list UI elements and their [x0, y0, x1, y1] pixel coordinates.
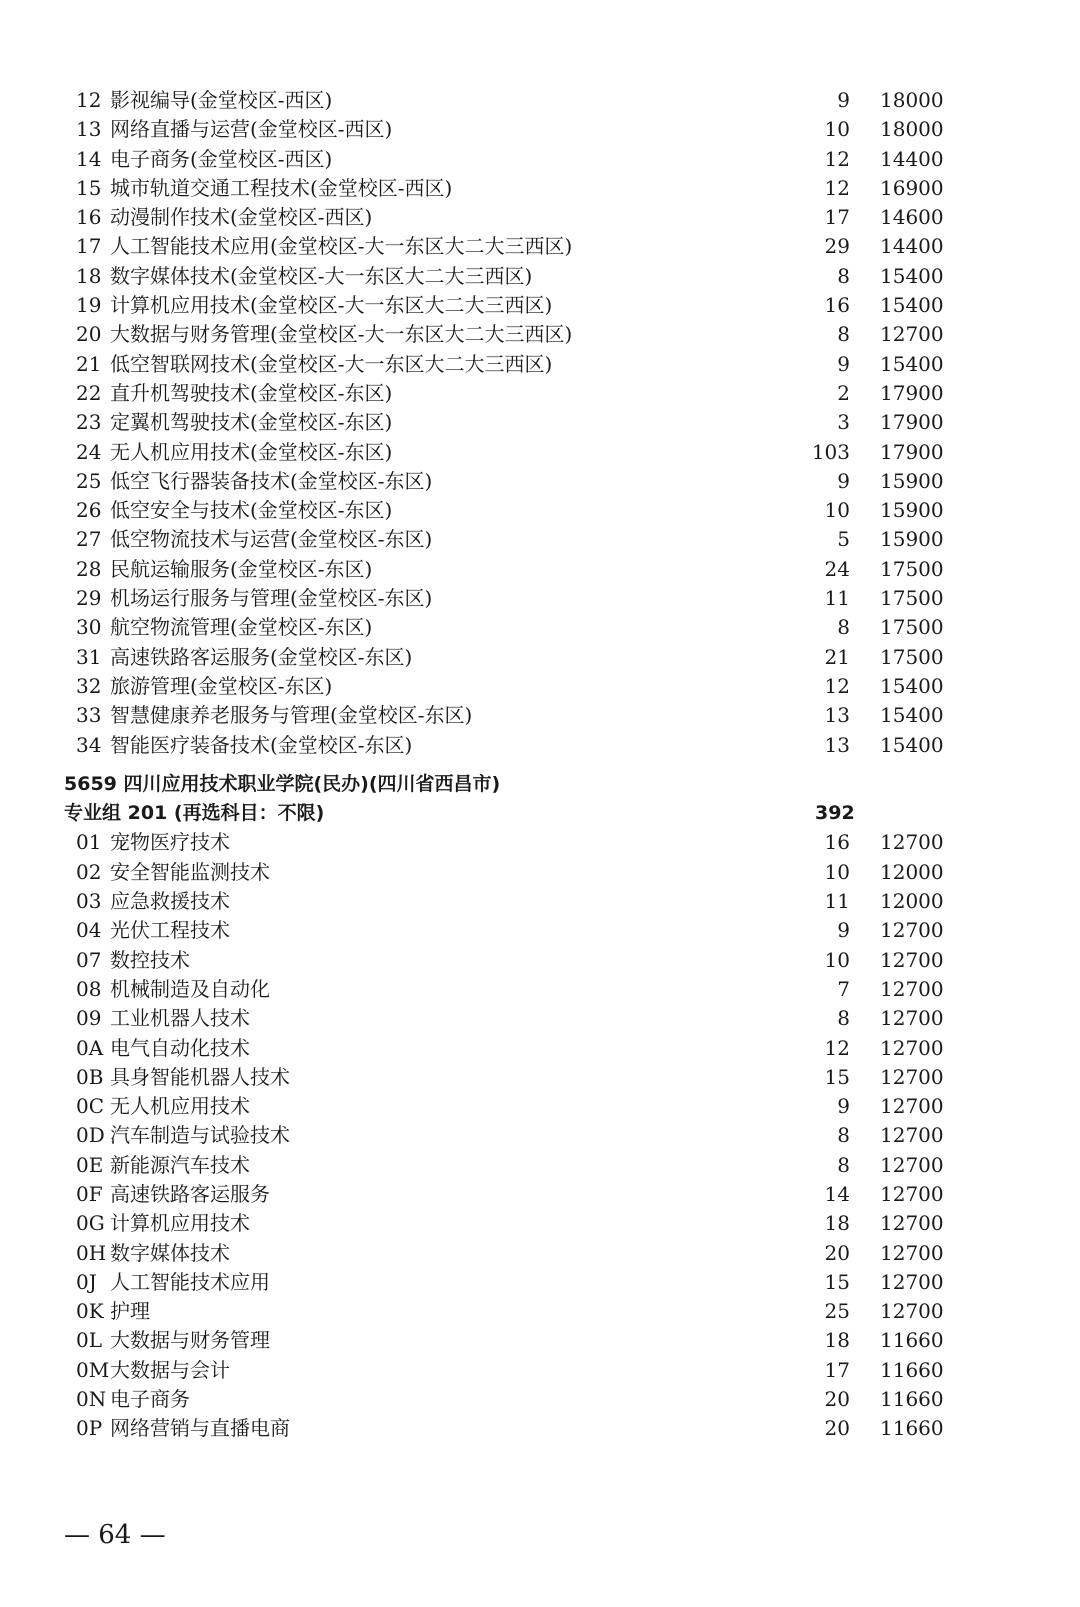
major-code: 24 [76, 439, 102, 464]
major-name: 数控技术 [110, 947, 190, 972]
major-name: 高速铁路客运服务 [110, 1181, 270, 1206]
major-name: 影视编导(金堂校区-西区) [110, 88, 333, 112]
major-name: 民航运输服务(金堂校区-东区) [110, 556, 373, 581]
plan-count: 15 [824, 1064, 850, 1089]
tuition-fee: 15400 [880, 351, 944, 376]
major-name: 城市轨道交通工程技术(金堂校区-西区) [110, 175, 453, 200]
table-row [0, 291, 1080, 320]
major-code: 14 [76, 146, 102, 171]
tuition-fee: 12700 [880, 1064, 944, 1089]
major-code: 0C [76, 1094, 105, 1119]
table-row [0, 1034, 1080, 1063]
group-plan-total: 392 [815, 802, 855, 825]
major-code: 26 [76, 498, 102, 523]
plan-count: 103 [811, 439, 850, 464]
tuition-fee: 12000 [880, 859, 944, 884]
major-name: 人工智能技术应用(金堂校区-大一东区大二大三西区) [110, 234, 573, 259]
tuition-fee: 18000 [880, 117, 944, 142]
table-row [0, 858, 1080, 887]
major-name: 具身智能机器人技术 [110, 1064, 290, 1089]
table-row [0, 975, 1080, 1004]
plan-count: 29 [824, 234, 850, 259]
major-code: 09 [76, 1006, 102, 1031]
plan-count: 9 [837, 918, 850, 943]
tuition-fee: 12700 [880, 1269, 944, 1294]
tuition-fee: 15400 [880, 263, 944, 288]
plan-count: 8 [837, 1006, 850, 1031]
major-name: 网络直播与运营(金堂校区-西区) [110, 117, 393, 142]
plan-count: 2 [837, 380, 850, 405]
major-name: 电子商务(金堂校区-西区) [110, 146, 333, 171]
plan-count: 12 [824, 175, 850, 200]
tuition-fee: 15400 [880, 673, 944, 698]
tuition-fee: 18000 [880, 88, 944, 112]
major-code: 0B [76, 1064, 104, 1089]
plan-count: 5 [837, 527, 850, 552]
major-name: 安全智能监测技术 [110, 859, 270, 884]
table-row [0, 467, 1080, 496]
table-row [0, 613, 1080, 642]
major-code: 0L [76, 1328, 103, 1353]
major-code: 18 [76, 263, 102, 288]
major-code: 0G [76, 1211, 105, 1236]
table-row [0, 115, 1080, 144]
tuition-fee: 12700 [880, 1123, 944, 1148]
tuition-fee: 11660 [880, 1387, 944, 1412]
tuition-fee: 12700 [880, 1299, 944, 1324]
major-name: 护理 [110, 1299, 150, 1324]
tuition-fee: 15900 [880, 527, 944, 552]
major-code: 0H [76, 1240, 107, 1265]
table-row [0, 701, 1080, 730]
plan-count: 10 [824, 498, 850, 523]
plan-count: 13 [824, 732, 850, 757]
table-row [0, 1151, 1080, 1180]
major-name: 宠物医疗技术 [110, 830, 230, 855]
school-title: 5659 四川应用技术职业学院(民办)(四川省西昌市) [64, 772, 501, 795]
table-row [0, 350, 1080, 379]
plan-count: 12 [824, 1035, 850, 1060]
major-name: 定翼机驾驶技术(金堂校区-东区) [110, 410, 393, 435]
major-code: 0M [76, 1357, 110, 1382]
table-row [0, 525, 1080, 554]
major-name: 大数据与会计 [110, 1357, 230, 1382]
table-row [0, 887, 1080, 916]
plan-count: 20 [824, 1387, 850, 1412]
page-number: — 64 — [64, 1520, 166, 1550]
major-name: 汽车制造与试验技术 [110, 1123, 290, 1148]
table-row [0, 379, 1080, 408]
table-row [0, 1326, 1080, 1355]
table-row [0, 555, 1080, 584]
major-code: 03 [76, 889, 102, 914]
major-name: 人工智能技术应用 [110, 1269, 270, 1294]
table-row [0, 1063, 1080, 1092]
major-code: 04 [76, 918, 102, 943]
tuition-fee: 15400 [880, 732, 944, 757]
table-row [0, 1121, 1080, 1150]
table-row [0, 1268, 1080, 1297]
plan-count: 10 [824, 117, 850, 142]
major-name: 大数据与财务管理 [110, 1328, 270, 1353]
table-row [0, 408, 1080, 437]
major-code: 22 [76, 380, 102, 405]
table-row [0, 1239, 1080, 1268]
plan-count: 9 [837, 351, 850, 376]
tuition-fee: 12700 [880, 1240, 944, 1265]
table-row [0, 1004, 1080, 1033]
table-row [0, 643, 1080, 672]
major-name: 低空智联网技术(金堂校区-大一东区大二大三西区) [110, 351, 553, 376]
group-title: 专业组 201 (再选科目：不限) [64, 802, 325, 825]
tuition-fee: 11660 [880, 1416, 944, 1441]
major-name: 无人机应用技术(金堂校区-东区) [110, 439, 393, 464]
plan-count: 9 [837, 468, 850, 493]
major-name: 直升机驾驶技术(金堂校区-东区) [110, 380, 393, 405]
tuition-fee: 12700 [880, 947, 944, 972]
major-name: 工业机器人技术 [110, 1006, 250, 1031]
major-code: 16 [76, 205, 102, 230]
plan-count: 9 [837, 88, 850, 112]
major-name: 计算机应用技术(金堂校区-大一东区大二大三西区) [110, 293, 553, 318]
tuition-fee: 15400 [880, 293, 944, 318]
major-code: 13 [76, 117, 102, 142]
tuition-fee: 15400 [880, 703, 944, 728]
plan-count: 18 [824, 1328, 850, 1353]
major-name: 网络营销与直播电商 [110, 1416, 290, 1441]
major-name: 航空物流管理(金堂校区-东区) [110, 615, 373, 640]
major-name: 电气自动化技术 [110, 1035, 250, 1060]
major-name: 旅游管理(金堂校区-东区) [110, 673, 333, 698]
tuition-fee: 15900 [880, 468, 944, 493]
plan-count: 8 [837, 322, 850, 347]
table-row [0, 916, 1080, 945]
major-name: 电子商务 [110, 1387, 190, 1412]
major-code: 0A [76, 1035, 104, 1060]
tuition-fee: 12700 [880, 1035, 944, 1060]
major-code: 0N [76, 1387, 107, 1412]
tuition-fee: 12700 [880, 1094, 944, 1119]
major-code: 29 [76, 586, 102, 611]
plan-count: 12 [824, 673, 850, 698]
enrollment-table [0, 86, 1080, 1444]
major-name: 光伏工程技术 [110, 918, 230, 943]
major-code: 34 [76, 732, 102, 757]
major-code: 12 [76, 88, 102, 112]
major-code: 23 [76, 410, 102, 435]
table-row [0, 262, 1080, 291]
table-row [0, 1356, 1080, 1385]
tuition-fee: 12700 [880, 830, 944, 855]
table-row [0, 1414, 1080, 1443]
major-code: 0E [76, 1152, 104, 1177]
plan-count: 24 [824, 556, 850, 581]
tuition-fee: 11660 [880, 1357, 944, 1382]
plan-count: 16 [824, 830, 850, 855]
tuition-fee: 17900 [880, 410, 944, 435]
major-list-continued [0, 86, 1080, 760]
plan-count: 10 [824, 859, 850, 884]
plan-count: 12 [824, 146, 850, 171]
major-code: 0F [76, 1181, 103, 1206]
tuition-fee: 14400 [880, 146, 944, 171]
table-row [0, 174, 1080, 203]
table-row [0, 1297, 1080, 1326]
plan-count: 10 [824, 947, 850, 972]
major-name: 应急救援技术 [110, 889, 230, 914]
tuition-fee: 12700 [880, 322, 944, 347]
major-name: 机场运行服务与管理(金堂校区-东区) [110, 586, 433, 611]
table-row [0, 496, 1080, 525]
plan-count: 17 [824, 1357, 850, 1382]
table-row [0, 1385, 1080, 1414]
plan-count: 9 [837, 1094, 850, 1119]
table-row [0, 1092, 1080, 1121]
plan-count: 15 [824, 1269, 850, 1294]
major-code: 17 [76, 234, 102, 259]
plan-count: 3 [837, 410, 850, 435]
table-row [0, 320, 1080, 349]
tuition-fee: 15900 [880, 498, 944, 523]
tuition-fee: 17500 [880, 644, 944, 669]
major-group-header [0, 799, 1080, 828]
tuition-fee: 12700 [880, 1181, 944, 1206]
table-row [0, 1180, 1080, 1209]
table-row [0, 232, 1080, 261]
tuition-fee: 17500 [880, 615, 944, 640]
major-name: 新能源汽车技术 [110, 1152, 250, 1177]
major-name: 低空飞行器装备技术(金堂校区-东区) [110, 468, 433, 493]
plan-count: 25 [824, 1299, 850, 1324]
table-row [0, 145, 1080, 174]
major-name: 智能医疗装备技术(金堂校区-东区) [110, 732, 413, 757]
major-code: 08 [76, 976, 102, 1001]
major-name: 计算机应用技术 [110, 1211, 250, 1236]
major-name: 低空物流技术与运营(金堂校区-东区) [110, 527, 433, 552]
plan-count: 21 [824, 644, 850, 669]
tuition-fee: 12700 [880, 918, 944, 943]
plan-count: 13 [824, 703, 850, 728]
major-code: 32 [76, 673, 102, 698]
plan-count: 11 [824, 586, 850, 611]
table-row [0, 828, 1080, 857]
plan-count: 8 [837, 1152, 850, 1177]
major-name: 智慧健康养老服务与管理(金堂校区-东区) [110, 703, 473, 728]
tuition-fee: 16900 [880, 175, 944, 200]
plan-count: 16 [824, 293, 850, 318]
table-row [0, 438, 1080, 467]
major-code: 01 [76, 830, 102, 855]
major-name: 数字媒体技术 [110, 1240, 230, 1265]
table-row [0, 203, 1080, 232]
table-row [0, 672, 1080, 701]
tuition-fee: 12000 [880, 889, 944, 914]
plan-count: 14 [824, 1181, 850, 1206]
major-code: 0K [76, 1299, 104, 1324]
tuition-fee: 17900 [880, 439, 944, 464]
major-name: 低空安全与技术(金堂校区-东区) [110, 498, 393, 523]
tuition-fee: 12700 [880, 1211, 944, 1236]
plan-count: 18 [824, 1211, 850, 1236]
major-code: 30 [76, 615, 102, 640]
plan-count: 20 [824, 1416, 850, 1441]
table-row [0, 584, 1080, 613]
tuition-fee: 12700 [880, 1152, 944, 1177]
major-code: 21 [76, 351, 102, 376]
major-code: 33 [76, 703, 102, 728]
table-row [0, 86, 1080, 115]
plan-count: 8 [837, 615, 850, 640]
tuition-fee: 17900 [880, 380, 944, 405]
tuition-fee: 12700 [880, 976, 944, 1001]
major-name: 大数据与财务管理(金堂校区-大一东区大二大三西区) [110, 322, 573, 347]
major-code: 0P [76, 1416, 103, 1441]
major-code: 19 [76, 293, 102, 318]
tuition-fee: 14400 [880, 234, 944, 259]
tuition-fee: 14600 [880, 205, 944, 230]
major-name: 机械制造及自动化 [110, 976, 270, 1001]
school-header [0, 770, 1080, 799]
major-code: 20 [76, 322, 102, 347]
plan-count: 7 [837, 976, 850, 1001]
major-code: 27 [76, 527, 102, 552]
major-code: 0D [76, 1123, 105, 1148]
major-name: 动漫制作技术(金堂校区-西区) [110, 205, 373, 230]
plan-count: 20 [824, 1240, 850, 1265]
table-row [0, 946, 1080, 975]
major-code: 0J [76, 1269, 97, 1294]
major-name: 无人机应用技术 [110, 1094, 250, 1119]
major-code: 15 [76, 175, 102, 200]
plan-count: 8 [837, 263, 850, 288]
major-name: 高速铁路客运服务(金堂校区-东区) [110, 644, 413, 669]
table-row [0, 731, 1080, 760]
major-name: 数字媒体技术(金堂校区-大一东区大二大三西区) [110, 263, 533, 288]
major-code: 02 [76, 859, 102, 884]
tuition-fee: 12700 [880, 1006, 944, 1031]
plan-count: 11 [824, 889, 850, 914]
tuition-fee: 17500 [880, 586, 944, 611]
table-row [0, 1209, 1080, 1238]
major-code: 25 [76, 468, 102, 493]
major-code: 07 [76, 947, 102, 972]
major-code: 31 [76, 644, 102, 669]
major-code: 28 [76, 556, 102, 581]
plan-count: 8 [837, 1123, 850, 1148]
tuition-fee: 17500 [880, 556, 944, 581]
major-list-group-201 [0, 828, 1080, 1443]
tuition-fee: 11660 [880, 1328, 944, 1353]
plan-count: 17 [824, 205, 850, 230]
